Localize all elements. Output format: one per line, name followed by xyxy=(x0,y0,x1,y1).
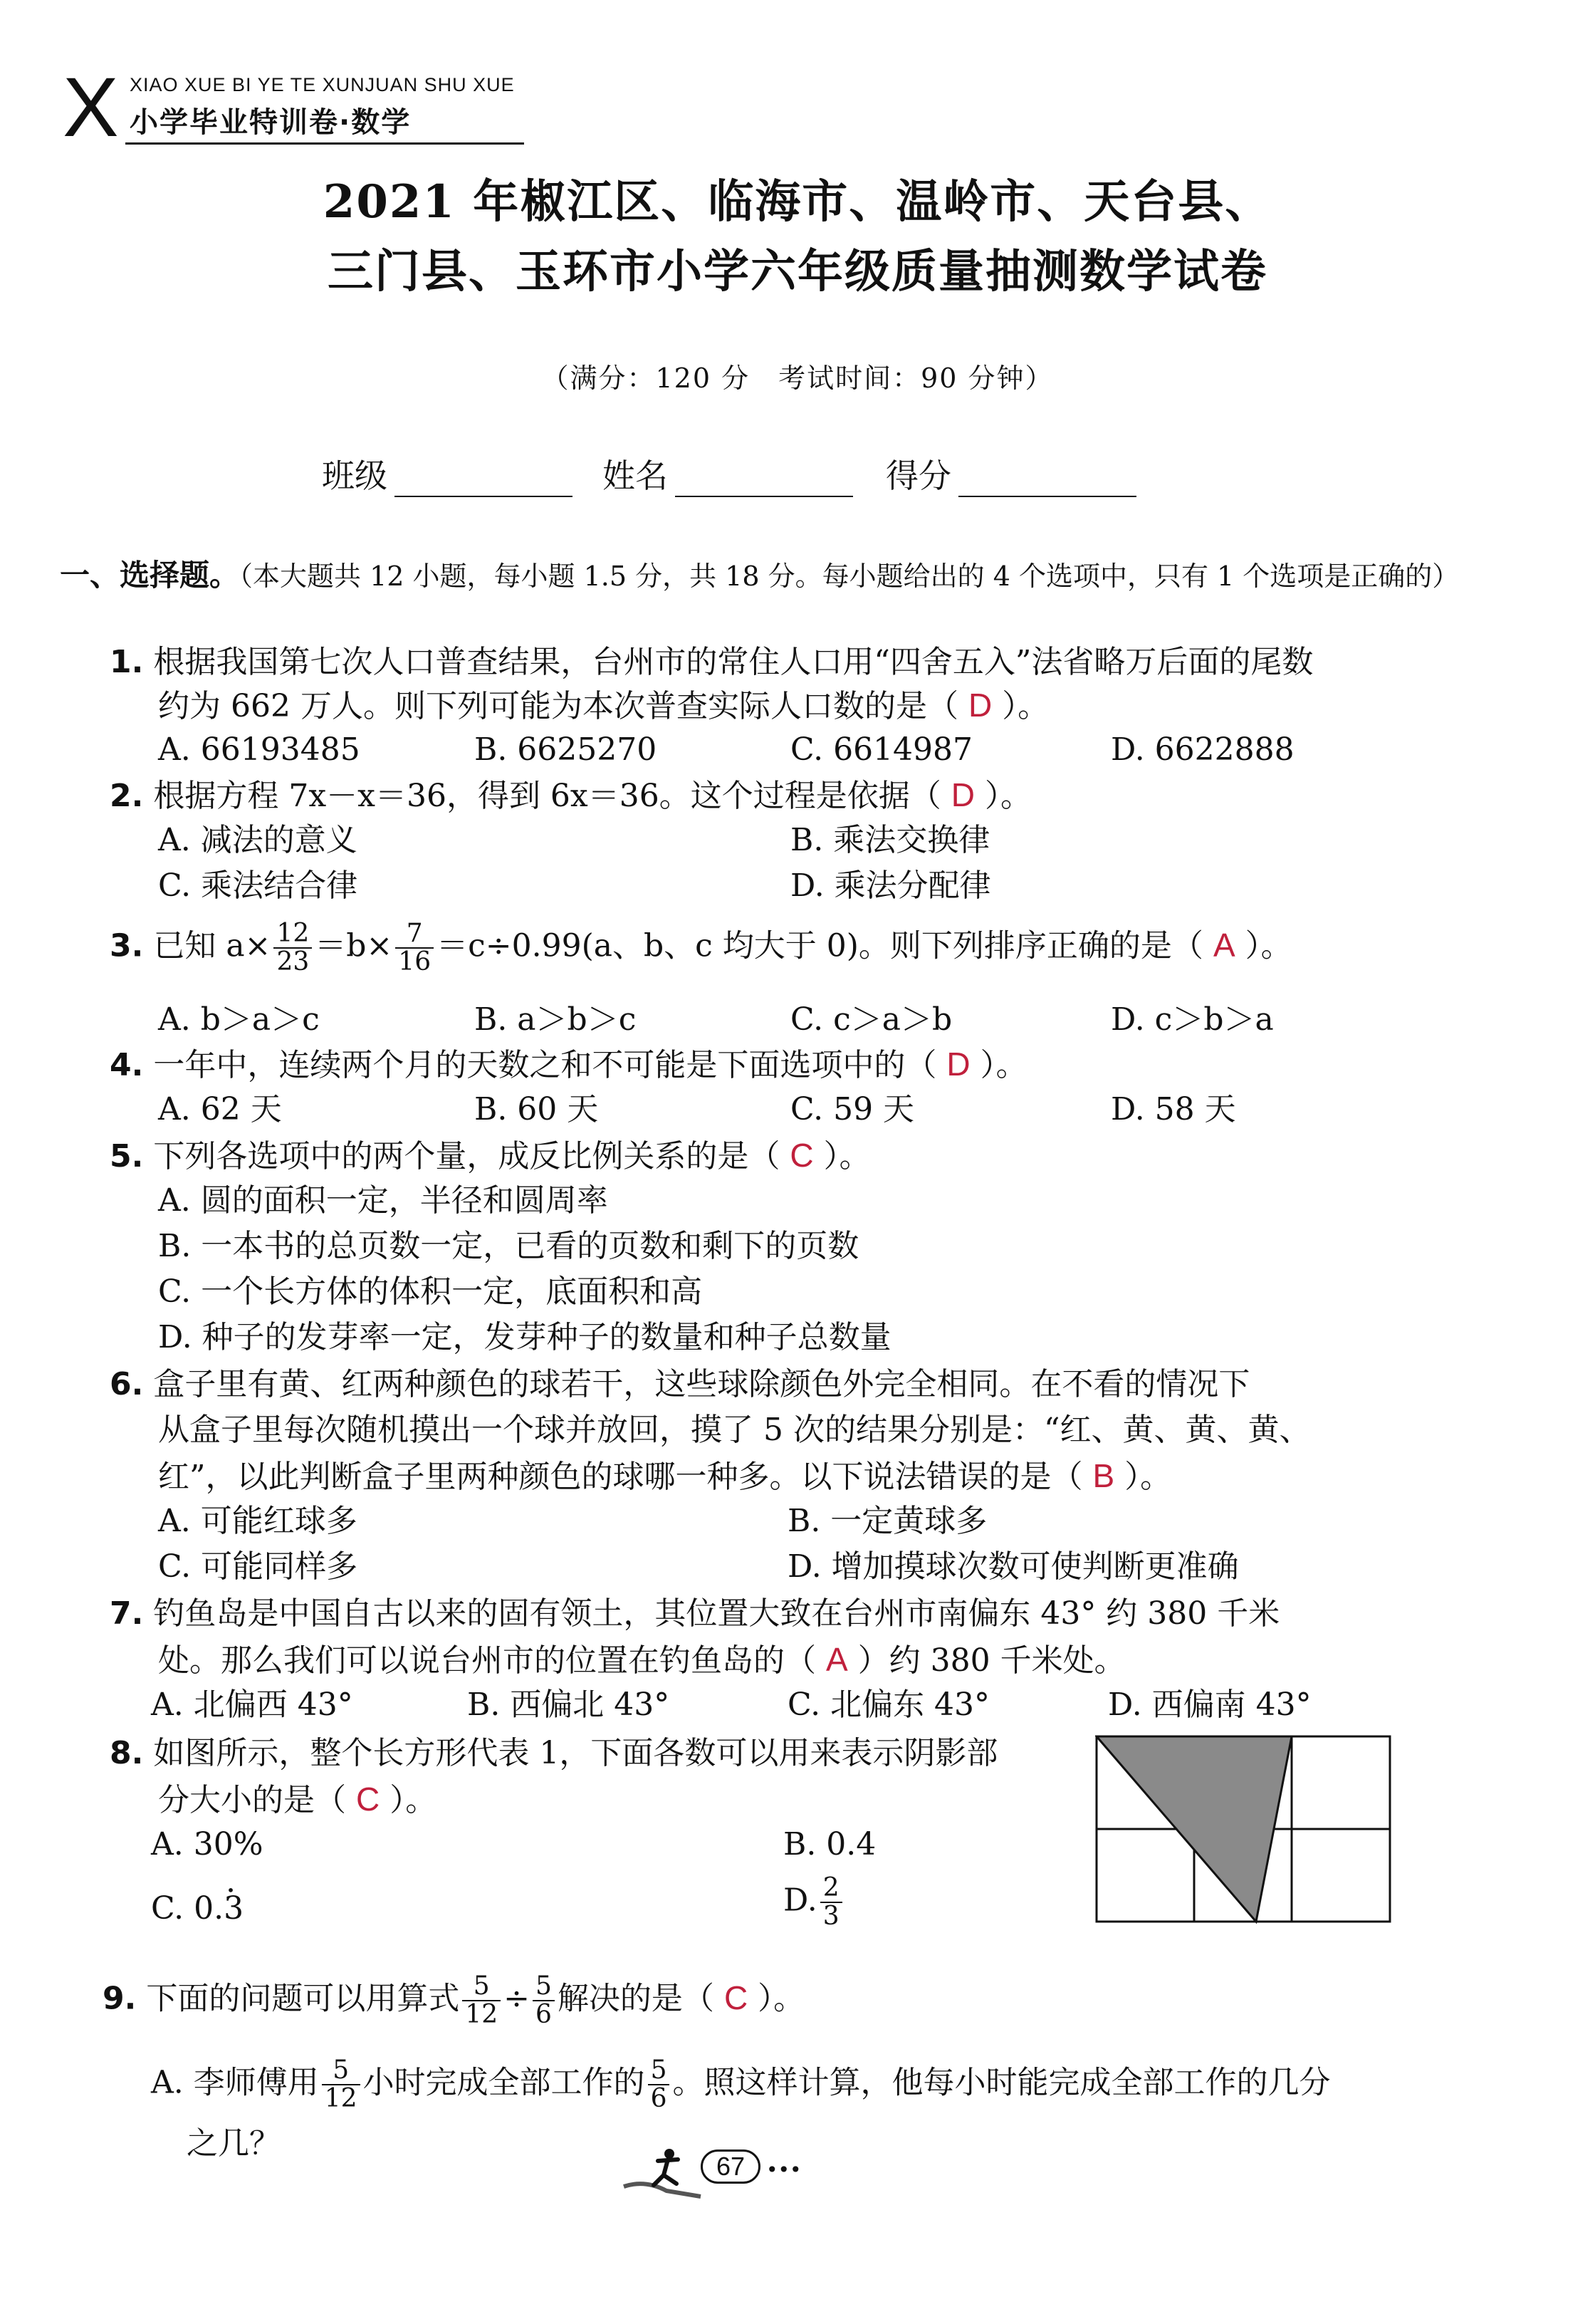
page-dots: ••• xyxy=(766,2158,802,2182)
option-b: B. 6625270 xyxy=(474,731,657,768)
question-text: 解决的是（ xyxy=(557,1980,714,2017)
section-heading xyxy=(60,554,1555,598)
option-c: C. 一个长方体的体积一定，底面积和高 xyxy=(158,1273,703,1310)
question-7-line1 xyxy=(110,1594,1280,1634)
fraction: $\frac{2}{3}$ xyxy=(820,1875,842,1930)
answer-mark: A xyxy=(1213,926,1235,964)
shaded-rectangle-figure xyxy=(1095,1735,1394,1926)
option-d: D. 种子的发芽率一定，发芽种子的数量和种子总数量 xyxy=(158,1319,891,1355)
fraction: $\frac{5}{6}$ xyxy=(648,2057,670,2112)
question-tail: ）。 xyxy=(823,1138,871,1174)
question-6-line1 xyxy=(110,1365,1250,1405)
page-number: 67 xyxy=(701,2150,760,2184)
question-1-line2 xyxy=(158,685,1049,726)
class-label: 班级 xyxy=(322,457,387,495)
option-d: D. 6622888 xyxy=(1111,731,1295,768)
question-number: 3. xyxy=(110,927,144,964)
question-text: 红”，以此判断盒子里两种颜色的球哪一种多。以下说法错误的是（ xyxy=(158,1459,1083,1495)
option-b: B. 一定黄球多 xyxy=(788,1503,988,1539)
question-text: 下面的问题可以用算式 xyxy=(146,1980,460,2017)
question-1-line1 xyxy=(110,642,1313,682)
option-a: A. 李师傅用 $\frac{5}{12}$ 小时完成全部工作的 $\frac{5}{6}$ 。照这样计算，他每小时能完成全部工作的几分 xyxy=(151,2055,1331,2113)
option-b: B. 一本书的总页数一定，已看的页数和剩下的页数 xyxy=(158,1228,859,1264)
question-number: 6. xyxy=(110,1366,144,1402)
question-tail: ）。 xyxy=(758,1980,805,2017)
question-4 xyxy=(110,1044,1027,1085)
question-text: 下列各选项中的两个量，成反比例关系的是（ xyxy=(153,1138,780,1174)
series-letter: X xyxy=(63,61,119,155)
question-number: 5. xyxy=(110,1138,144,1174)
answer-mark: D xyxy=(951,776,975,813)
question-text: 分大小的是（ xyxy=(158,1782,346,1818)
question-tail: ）。 xyxy=(980,1047,1027,1083)
section-instructions: （本大题共 12 小题，每小题 1.5 分，共 18 分。每小题给出的 4 个选项中，只有 1 个选项是正确的） xyxy=(239,561,1460,592)
answer-mark: C xyxy=(356,1781,380,1818)
question-3 xyxy=(110,920,1292,976)
question-8-line1 xyxy=(110,1734,998,1773)
exam-meta: （满分：120 分 考试时间：90 分钟） xyxy=(541,363,1054,394)
option-b: B. a＞b＞c xyxy=(474,1001,637,1038)
series-pinyin: XIAO XUE BI YE TE XUNJUAN SHU XUE xyxy=(130,74,515,95)
option-d: D. 乘法分配律 xyxy=(790,867,991,904)
option-c: C. 北偏东 43° xyxy=(788,1687,990,1723)
option-a: A. 减法的意义 xyxy=(158,822,357,858)
option-a: A. 北偏西 43° xyxy=(151,1687,353,1723)
option-a: A. b＞a＞c xyxy=(158,1001,320,1038)
section-title: 一、选择题。 xyxy=(60,558,240,593)
option-d: D. c＞b＞a xyxy=(1111,1001,1274,1038)
question-tail: ）。 xyxy=(1002,688,1050,724)
question-text: 处。那么我们可以说台州市的位置在钓鱼岛的（ xyxy=(158,1642,816,1679)
option-d: D. 增加摸球次数可使判断更准确 xyxy=(788,1548,1239,1585)
question-text: 根据方程 7x－x＝36，得到 6x＝36。这个过程是依据（ xyxy=(153,778,941,814)
fraction: $\frac{5}{12}$ xyxy=(322,2057,360,2112)
question-tail: ）。 xyxy=(1245,927,1292,964)
fraction: $\frac{7}{16}$ xyxy=(395,920,434,976)
question-text: 盒子里有黄、红两种颜色的球若干，这些球除颜色外完全相同。在不看的情况下 xyxy=(153,1366,1250,1402)
option-c: C. 乘法结合律 xyxy=(158,867,358,904)
answer-mark: C xyxy=(723,1979,748,2016)
option-c: C. 0.• 3 xyxy=(151,1889,244,1929)
exam-title-line1: 2021 年椒江区、临海市、温岭市、天台县、 xyxy=(323,175,1272,229)
question-2 xyxy=(110,775,1032,816)
option-d: D. 西偏南 43° xyxy=(1108,1687,1312,1723)
name-field xyxy=(602,450,853,497)
question-text: 根据我国第七次人口普查结果，台州市的常住人口用“四舍五入”法省略万后面的尾数 xyxy=(153,644,1314,680)
fraction: $\frac{5}{12}$ xyxy=(462,1973,501,2028)
option-c: C. 6614987 xyxy=(790,731,973,768)
option-c: C. 59 天 xyxy=(790,1091,915,1127)
question-number: 7. xyxy=(110,1595,144,1632)
score-blank[interactable] xyxy=(958,469,1136,497)
option-a: A. 66193485 xyxy=(158,731,360,768)
question-tail: ）。 xyxy=(1124,1459,1172,1495)
question-text: ＝b× xyxy=(315,927,393,964)
score-field xyxy=(886,450,1136,497)
operator: ÷ xyxy=(503,1980,530,2017)
question-6-line2: 从盒子里每次随机摸出一个球并放回，摸了 5 次的结果分别是：“红、黄、黄、黄、 xyxy=(158,1412,1311,1448)
question-text: 如图所示，整个长方形代表 1，下面各数可以用来表示阴影部 xyxy=(153,1735,998,1771)
score-label: 得分 xyxy=(886,457,951,495)
question-tail: ）。 xyxy=(389,1782,437,1818)
class-blank[interactable] xyxy=(394,469,572,497)
question-7-line2 xyxy=(158,1640,1126,1681)
name-blank[interactable] xyxy=(675,469,853,497)
option-b: B. 西偏北 43° xyxy=(467,1687,670,1723)
option-c: C. c＞a＞b xyxy=(790,1001,953,1038)
exam-title-line2: 三门县、玉环市小学六年级质量抽测数学试卷 xyxy=(328,245,1267,298)
question-text: 一年中，连续两个月的天数之和不可能是下面选项中的（ xyxy=(153,1047,937,1083)
option-a: A. 62 天 xyxy=(158,1091,282,1127)
option-a: A. 可能红球多 xyxy=(158,1503,357,1539)
option-a-line2: 之几？ xyxy=(187,2125,281,2162)
answer-mark: D xyxy=(968,687,993,724)
question-number: 9. xyxy=(103,1980,137,2017)
class-field xyxy=(322,450,572,497)
question-number: 8. xyxy=(110,1735,144,1771)
fraction: $\frac{5}{6}$ xyxy=(533,1973,555,2028)
option-b: B. 乘法交换律 xyxy=(790,822,990,858)
question-8-line2 xyxy=(158,1779,436,1820)
option-a: A. 30% xyxy=(151,1826,263,1862)
option-b: B. 60 天 xyxy=(474,1091,599,1127)
answer-mark: C xyxy=(790,1137,814,1174)
question-number: 1. xyxy=(110,644,144,680)
repeating-digit: • 3 xyxy=(224,1889,244,1929)
question-text: 钓鱼岛是中国自古以来的固有领土，其位置大致在台州市南偏东 43° 约 380 千米 xyxy=(153,1595,1280,1632)
question-text: ＝c÷0.99(a、b、c 均大于 0)。则下列排序正确的是（ xyxy=(436,927,1203,964)
question-tail: ）。 xyxy=(984,778,1032,814)
option-d: D. 58 天 xyxy=(1111,1091,1236,1127)
answer-mark: D xyxy=(946,1046,971,1083)
question-9 xyxy=(103,1973,805,2028)
answer-mark: B xyxy=(1092,1457,1115,1494)
fraction: $\frac{12}{23}$ xyxy=(273,920,312,976)
option-b: B. 0.4 xyxy=(783,1826,877,1862)
name-label: 姓名 xyxy=(602,457,668,495)
option-c: C. 可能同样多 xyxy=(158,1548,358,1585)
option-d: D. $\frac{2}{3}$ xyxy=(783,1875,845,1930)
question-text: 约为 662 万人。则下列可能为本次普查实际人口数的是（ xyxy=(158,688,958,724)
option-a: A. 圆的面积一定，半径和圆周率 xyxy=(158,1182,608,1219)
answer-mark: A xyxy=(826,1641,848,1678)
question-number: 4. xyxy=(110,1047,144,1083)
question-text: 已知 a× xyxy=(153,927,271,964)
question-tail: ）约 380 千米处。 xyxy=(857,1642,1126,1679)
question-5 xyxy=(110,1135,871,1177)
header-underline xyxy=(125,142,524,145)
series-title: 小学毕业特训卷·数学 xyxy=(130,106,412,139)
runner-icon xyxy=(617,2144,702,2201)
question-6-line3 xyxy=(158,1456,1171,1497)
question-number: 2. xyxy=(110,778,144,814)
